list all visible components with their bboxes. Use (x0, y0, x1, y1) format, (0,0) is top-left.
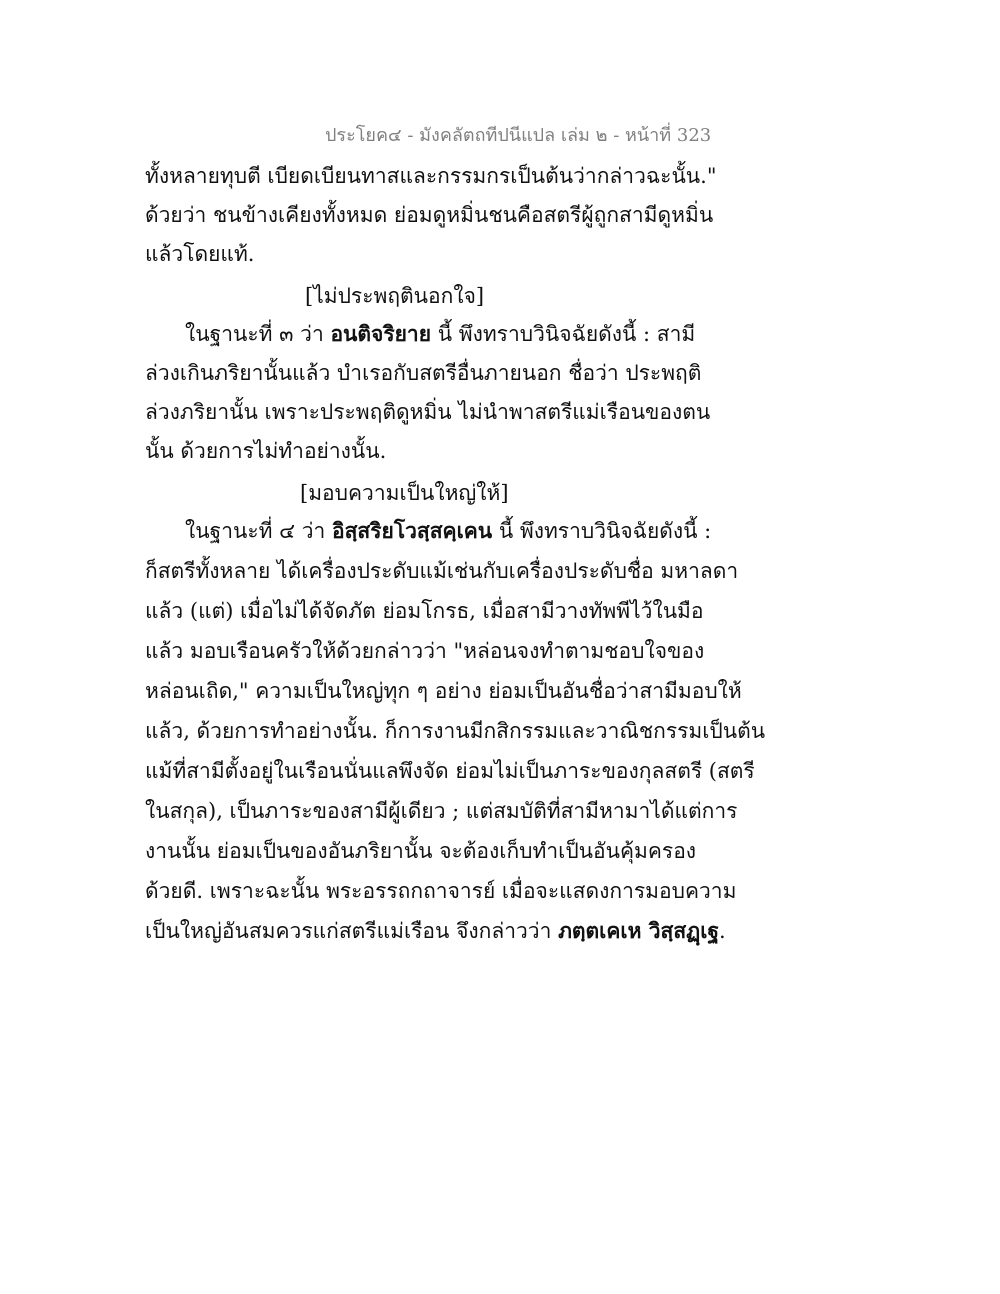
text-line: ด้วยว่า ชนข้างเคียงทั้งหมด ย่อมดูหมิ่นชนคือสตรีผู้ถูกสามีดูหมิ่น (145, 203, 714, 227)
text-line: ทั้งหลายทุบตี เบียดเบียนทาสและกรรมกรเป็นต้นว่ากล่าวฉะนั้น." (145, 164, 717, 188)
intro-suffix: นี้ พึงทราบวินิจฉัยดังนี้ : สามี (431, 322, 696, 346)
text-line: แล้ว มอบเรือนครัวให้ด้วยกล่าวว่า "หล่อนจงทำตามชอบใจของ (145, 639, 705, 663)
section-heading: [มอบความเป็นใหญ่ให้] (300, 481, 509, 505)
text-line: นั้น ด้วยการไม่ทำอย่างนั้น. (145, 439, 387, 463)
text-line: ก็สตรีทั้งหลาย ได้เครื่องประดับแม้เช่นกับเครื่องประดับชื่อ มหาลดา (145, 559, 739, 583)
text-line: ด้วยดี. เพราะฉะนั้น พระอรรถกถาจารย์ เมื่อจะแสดงการมอบความ (145, 879, 737, 903)
text-line: แล้ว, ด้วยการทำอย่างนั้น. ก็การงานมีกสิกรรมและวาณิชกรรมเป็นต้น (145, 719, 766, 743)
intro-prefix: ในฐานะที่ ๓ ว่า (185, 322, 331, 346)
pali-term: อิสฺสริยโวสฺสคฺเคน (331, 518, 493, 543)
text-line: ล่วงภริยานั้น เพราะประพฤติดูหมิ่น ไม่นำพาสตรีแม่เรือนของตน (145, 400, 711, 424)
page-header: ประโยค๔ - มังคลัตถทีปนีแปล เล่ม ๒ - หน้าที่ 323 (325, 125, 712, 146)
section-intro (185, 517, 712, 545)
text-line-last (145, 917, 726, 945)
section-heading: [ไม่ประพฤตินอกใจ] (305, 284, 485, 308)
last-suffix: . (719, 919, 726, 943)
intro-suffix: นี้ พึงทราบวินิจฉัยดังนี้ : (492, 519, 712, 543)
text-line: แล้วโดยแท้. (145, 242, 255, 266)
text-line: ล่วงเกินภริยานั้นแล้ว บำเรอกับสตรีอื่นภายนอก ชื่อว่า ประพฤติ (145, 361, 702, 385)
pali-term: อนติจริยาย (330, 321, 432, 346)
section-intro (185, 320, 705, 348)
text-line: หล่อนเถิด," ความเป็นใหญ่ทุก ๆ อย่าง ย่อมเป็นอันชื่อว่าสามีมอบให้ (145, 679, 742, 703)
text-line: แล้ว (แต่) เมื่อไม่ได้จัดภัต ย่อมโกรธ, เมื่อสามีวางทัพพีไว้ในมือ (145, 599, 704, 623)
text-line: แม้ที่สามีตั้งอยู่ในเรือนนั่นแลพึงจัด ย่อมไม่เป็นภาระของกุลสตรี (สตรี (145, 759, 755, 783)
intro-prefix: ในฐานะที่ ๔ ว่า (185, 519, 332, 543)
text-line: งานนั้น ย่อมเป็นของอันภริยานั้น จะต้องเก็บทำเป็นอันคุ้มครอง (145, 839, 697, 863)
text-line: ในสกุล), เป็นภาระของสามีผู้เดียว ; แต่สมบัติที่สามีหามาได้แต่การ (145, 799, 738, 823)
last-prefix: เป็นใหญ่อันสมควรแก่สตรีแม่เรือน จึงกล่าวว่า (145, 919, 559, 943)
pali-term: ภตฺตเคเห วิสฺสฏฺเฐ (558, 918, 720, 943)
